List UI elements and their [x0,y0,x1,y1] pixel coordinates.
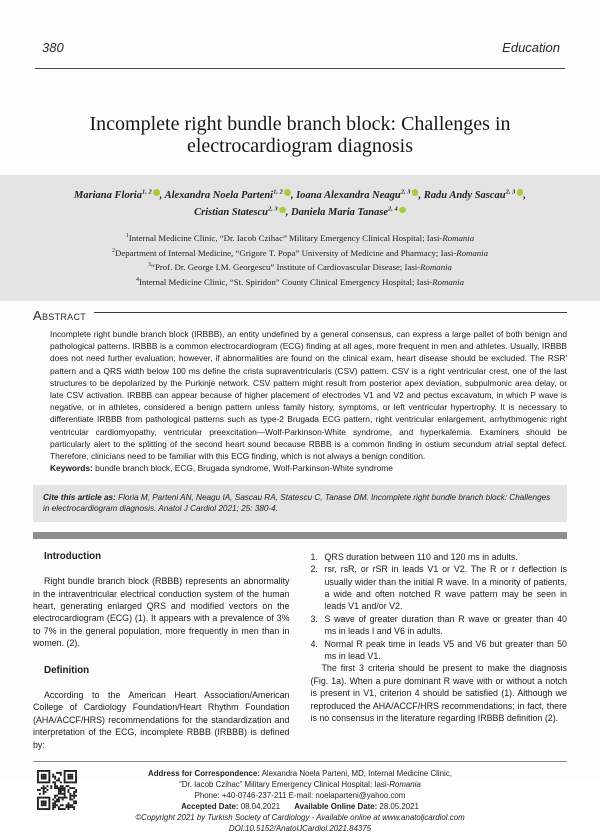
left-column [33,551,290,751]
cite-text: Floria M, Parteni AN, Neagu IA, Sascau RA, Statescu C, Tanase DM. Incomplete right bundle branch block: Challenges in electrocardiogram diagnosis. Anatol J Cardiol 2021; 25: 380-4. [43,492,551,514]
article-body [33,551,567,751]
correspondence-block [0,768,600,834]
dates-line: Accepted Date: 08.04.2021 Available Online Date: 28.05.2021 [181,801,419,811]
address-line2: “Dr. Iacob Czihac” Military Emergency Clinical Hospital; Iasi-Romania [179,779,421,789]
author-band [0,175,600,301]
intro-paragraph: Right bundle branch block (RBBB) represents an abnormality in the intraventricular electrical conduction system of the human heart, generating enlarged QRS and modified vectors on the electrocardiogram (ECG) (1). It appears with a prevalence of 3% to 7% in the general population, more frequently in men than in women. (2). [33,576,290,649]
author: Mariana Floria$^{1, 2}$ , [73,188,163,201]
affiliation-line: $^2$Department of Internal Medicine, “Grigore T. Popa” University of Medicine and Pharmacy; Iasi-Romania [112,247,488,258]
header-rule [35,68,565,69]
author: Radu Andy Sascau$^{2, 3}$ , [423,188,526,201]
definition-paragraph: According to the American Heart Association/American College of Cardiology Foundation/Heart Rhythm Foundation (AHA/ACCF/HRS) recommendations for the standardization and interpretation of the ECG, incomplete RBBB (IRBBB) is defined by: [33,689,290,750]
author-list [44,185,555,220]
abstract-section [33,308,567,474]
cite-box [33,485,567,522]
author: Cristian Statescu$^{2, 3}$ , [194,205,289,218]
article-title: Incomplete right bundle branch block: Challenges in electrocardiogram diagnosis [89,113,511,157]
orcid-icon [399,207,406,214]
affiliation-line: $^1$Internal Medicine Clinic, “Dr. Iacob Czihac” Military Emergency Clinical Hospital; Iasi-Romania [125,232,475,243]
closing-paragraph: The first 3 criteria should be present to make the diagnosis (Fig. 1a). When a pure dominant R wave with or without a notch is present in V1, criterion 4 should be satisfied (1). Although we reproduced the AHA/ACCF/HRS recommendations; in fact, there is no consensus in the literature regarding IRBBB definition (2). [310,663,567,723]
address-label: Address for Correspondence: [148,768,260,778]
footer [0,768,600,834]
address-line: Address for Correspondence: Alexandra Noela Parteni, MD, Internal Medicine Clinic, [148,768,452,778]
criterion-item: 1. QRS duration between 110 and 120 ms in adults. [310,551,518,562]
author: Ioana Alexandra Neagu$^{2, 3}$ , [296,188,422,201]
copyright-line: ©Copyright 2021 by Turkish Society of Cardiology - Available online at www.anatoljcardiol.com [135,812,465,822]
criterion-item: 2. rsr, rsR, or rSR in leads V1 or V2. The R or r deflection is usually wider than the initial R wave. In a minority of patients, a wide and often notched R wave pattern may be seen in leads V1 and/or V2. [310,564,567,612]
criterion-item: 4. Normal R peak time in leads V5 and V6 but greater than 50 ms in lead V1. [310,638,567,661]
cite-label: Cite this article as: [43,492,116,502]
qr-code [37,770,77,810]
running-head [0,0,600,55]
phone-email-line: Phone: +40-0746-237-211 E-mail: noelaparteni@yahoo.com [194,790,406,800]
author: Alexandra Noela Parteni$^{1, 2}$ , [164,188,294,201]
divider-bar [33,532,567,539]
keywords-line [50,462,567,474]
abstract-heading: Abstract [33,308,87,324]
affiliation-line: $^3$“Prof. Dr. George I.M. Georgescu” Institute of Cardiovascular Disease; Iasi-Romania [148,261,452,272]
keywords-label: Keywords: [50,463,93,474]
keywords-text: bundle branch block, ECG, Brugada syndrome, Wolf-Parkinson-White syndrome [92,463,393,474]
author: Daniela Maria Tanase$^{2, 4}$ [291,207,406,218]
intro-heading: Introduction [44,550,102,562]
footer-rule [33,761,567,762]
section-label: Education [502,40,560,55]
doi-line: DOI:10.5152/AnatolJCardiol.2021.84375 [228,823,372,833]
affiliation-line: $^4$Internal Medicine Clinic, “St. Spiridon” County Clinical Emergency Hospital; Iasi-Romania [135,276,465,287]
page-number: 380 [42,40,64,55]
affiliation-list [28,230,572,288]
abstract-heading-row [33,308,567,323]
criterion-item: 3. S wave of greater duration than R wave or greater than 40 ms in leads I and V6 in adults. [310,613,567,637]
right-column [311,551,568,751]
abstract-text: Incomplete right bundle branch block (IRBBB), an entity undefined by a general consensus, can express a large pallet of both benign and pathological patterns. IRBBB is a common electrocardiogram (ECG) finding at all ages, more frequent in men and athletes. Usually, IRBBB does not need further evaluation; however, if abnormalities are found on the clinical exam, heart disease should be excluded. The RSR' pattern and a QRS width below 100 ms define the crista supraventricularis (CSV) pattern. CSV is a right ventricular crest, one of the last structures to be depolarized by the Purkinje network. CSV pattern might result from posterior apex deviation, subpulmonic area delay, or late CSV activation. IRBBB can appear because of higher placement of electrodes V1 and V2 and pectus excavatum, in which P wave is negative, or in athletes, considered a benign pattern unless family history, symptoms, or left ventricular hypertrophy. It is necessary to differentiate IRBBB from pathological patterns such as type-2 Brugada ECG pattern, right ventricular enlargement, arrhythmogenic right ventricular cardiomyopathy, ventricular preexcitation—Wolf-Parkinson-White syndrome, and hyperkalemia. Examiners should be particularly alert to the splitting of the second heart sound because RBBB is a common finding in ostium secundum atrial septal defect. Therefore, clinicians need to be familiar with this ECG finding, which is not always a benign condition. [50,329,567,462]
abstract-rule [94,312,567,313]
definition-heading: Definition [44,664,90,676]
